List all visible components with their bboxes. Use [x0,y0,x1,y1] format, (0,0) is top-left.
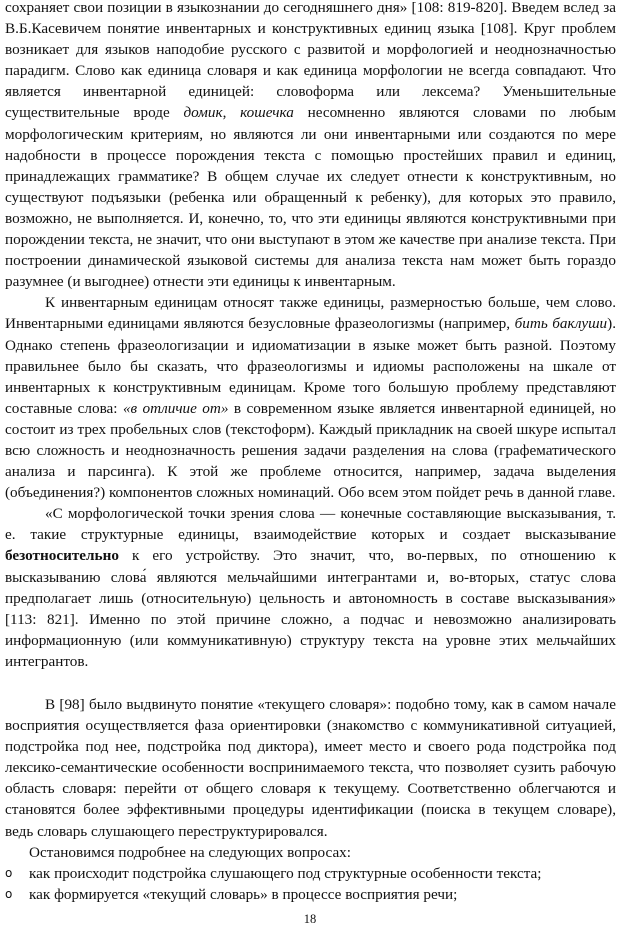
italic-term: «в отличие от» [122,399,229,417]
bullet-marker: o [5,886,13,901]
italic-term: кошечка [240,104,294,122]
paragraph-5 [5,842,616,863]
text-run: сохраняет свои позиции в языкознании до сегодняшнего дня» [108: 819-820]. Введем вслед за В.Б.Касевичем понятие инвентарных и конструктивных единиц языка [108]. Круг проблем возникает для языков наподобие русского с развитой и морфологией и неоднозначностью парадигм. Слово как единица словаря и как единица морфологии не всегда совпадают. Что является инвентарной единицей: словоформа или лексема? Уменьшительные существительные вроде [5,0,616,122]
paragraph-4 [5,694,616,842]
paragraph-3 [5,503,616,672]
text-run: , [222,104,241,122]
text-run: «С морфологической точки зрения слова — конечные составляющие высказывания, т. е. такие структурные единицы, взаимодействие которых и создает высказывание [5,505,616,544]
text-body [5,0,616,905]
text-run: ). Однако степень фразеологизации и идиоматизации в языке может быть разной. Поэтому правильнее было бы сказать, что фразеологизмы и идиомы расположены на шкале от инвентарных к конструктивным единицам. Кроме того большую проблему представляют составные слова: [5,315,616,417]
text-run: Остановимся подробнее на следующих вопросах: [29,843,352,861]
list-item [5,884,616,905]
italic-term: бить баклуши [514,315,608,333]
bold-term: безотносительно [5,547,119,565]
list-item-text: как формируется «текущий словарь» в процессе восприятия речи; [29,885,458,903]
italic-term: домик [183,104,223,122]
text-run: к его устройству. Это значит, что, во-первых, по отношению к высказыванию слова́ являются мельчайшими интегрантами и, во-вторых, статус слова предполагает лишь (относительную) цельность и автономность в составе высказывания» [113: 821]. Именно по этой причине сложно, а подчас и невозможно анализировать информационную (или коммуникативную) структуру текста на уровне этих мельчайших интегрантов. [5,547,616,670]
paragraph-1 [5,0,616,292]
list-item [5,863,616,884]
bullet-marker: o [5,865,13,880]
text-run: В [98] было выдвинуто понятие «текущего словаря»: подобно тому, как в самом начале восприятия осуществляется фаза ориентировки (знакомство с коммуникативной ситуацией, подстройка под нее, подстройка под диктора), имеет место и своего рода подстройка под лексико-семантические особенности воспринимаемого текста, что позволяет сузить рабочую область словаря: перейти от общего словаря к текущему. Соответственно облегчаются и становятся более эффективными процедуры идентификации (поиска в текущем словаре), ведь словарь слушающего переструктурировался. [5,696,616,840]
text-run: несомненно являются словами по любым морфологическим критериям, но являются ли они инвентарными или создаются по мере надобности в процессе порождения текста с помощью простейших правил и единиц, принадлежащих грамматике? В общем случае их следует отнести к конструктивным, но существуют подъязыки (ребенка или обращенный к ребенку), для которых это правило, возможно, не выполняется. И, конечно, то, что эти единицы являются конструктивными при порождении текста, не значит, что они выступают в этом же качестве при анализе текста. При построении динамической языковой системы для анализа текста нам может быть гораздо разумнее (и выгоднее) отнести эти единицы к инвентарным. [5,104,617,291]
text-run: в современном языке является инвентарной единицей, но состоит из трех пробельных слов (текстоформ). Каждый прикладник на своей шкуре испытал всю сложность и неоднозначность решения задачи разделения на слова (графематического анализа и парсинга). К этой же проблеме относится, например, задача выделения (объединения?) компонентов сложных номинаций. Обо всем этом пойдет речь в данной главе. [5,399,617,502]
bullet-list [5,863,616,905]
list-item-text: как происходит подстройка слушающего под структурные особенности текста; [29,864,542,882]
page-number: 18 [303,912,317,926]
text-run: К инвентарным единицам относят также единицы, размерностью больше, чем слово. Инвентарными единицами являются безусловные фразеологизмы (например, [5,294,616,333]
paragraph-2 [5,292,616,503]
